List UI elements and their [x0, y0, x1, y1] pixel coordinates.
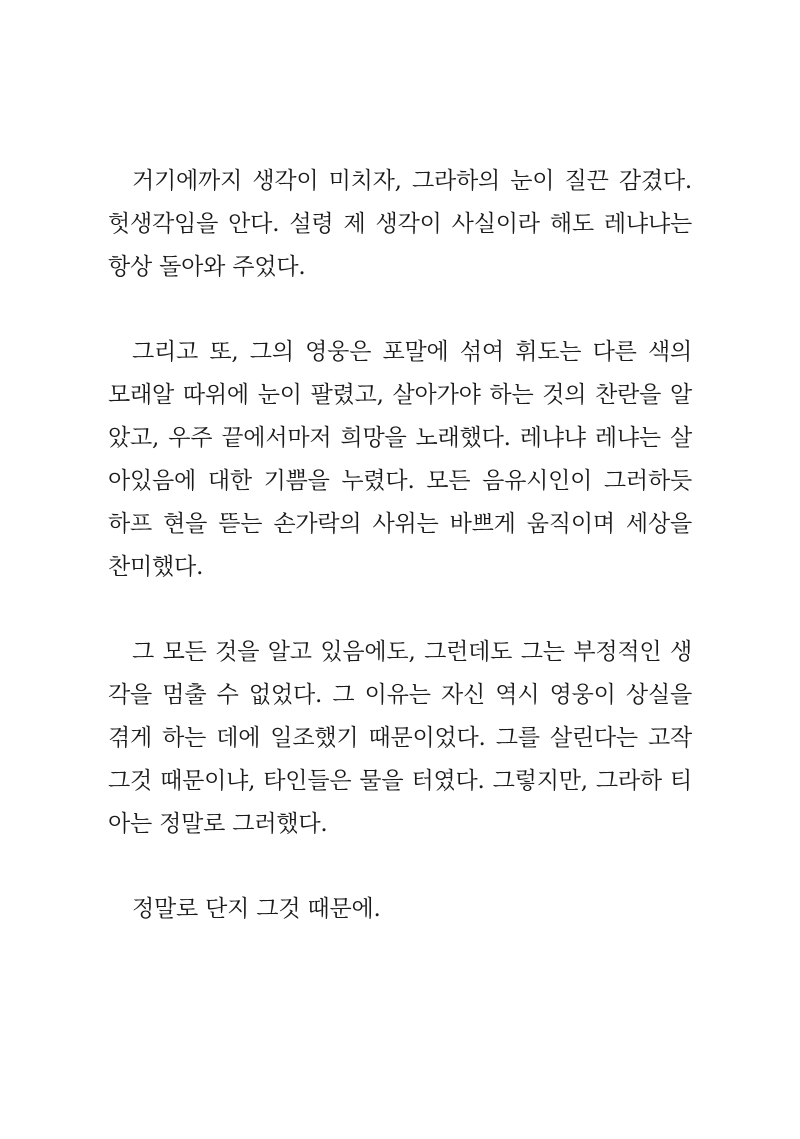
document-page	[108, 160, 692, 973]
text-line: 찬미했다.	[108, 554, 204, 580]
text-line: 아는 정말로 그러했다.	[108, 811, 328, 837]
text-line: 아있음에 대한 기쁨을 누렸다. 모든 음유시인이 그러하듯	[108, 468, 692, 494]
text-line: 항상 돌아와 주었다.	[108, 254, 306, 280]
text-line: 그 모든 것을 알고 있음에도, 그런데도 그는 부정적인 생	[132, 639, 692, 665]
text-line: 정말로 단지 그것 때문에.	[132, 896, 381, 922]
paragraph-4	[108, 888, 692, 931]
text-line: 그리고 또, 그의 영웅은 포말에 섞여 휘도는 다른 색의	[132, 339, 692, 365]
text-line: 각을 멈출 수 없었다. 그 이유는 자신 역시 영웅이 상실을	[108, 682, 692, 708]
text-line: 헛생각임을 안다. 설령 제 생각이 사실이라 해도 레냐냐는	[108, 211, 692, 237]
text-line: 하프 현을 뜯는 손가락의 사위는 바쁘게 움직이며 세상을	[108, 511, 692, 537]
text-line: 그것 때문이냐, 타인들은 물을 터였다. 그렇지만, 그라하 티	[108, 768, 692, 794]
text-line: 겪게 하는 데에 일조했기 때문이었다. 그를 살린다는 고작	[108, 725, 692, 751]
text-line: 았고, 우주 끝에서마저 희망을 노래했다. 레냐냐 레냐는 살	[108, 425, 692, 451]
text-line: 거기에까지 생각이 미치자, 그라하의 눈이 질끈 감겼다.	[132, 168, 692, 194]
paragraph-3	[108, 631, 692, 846]
paragraph-2	[108, 331, 692, 589]
paragraph-1	[108, 160, 692, 289]
text-line: 모래알 따위에 눈이 팔렸고, 살아가야 하는 것의 찬란을 알	[108, 382, 692, 408]
